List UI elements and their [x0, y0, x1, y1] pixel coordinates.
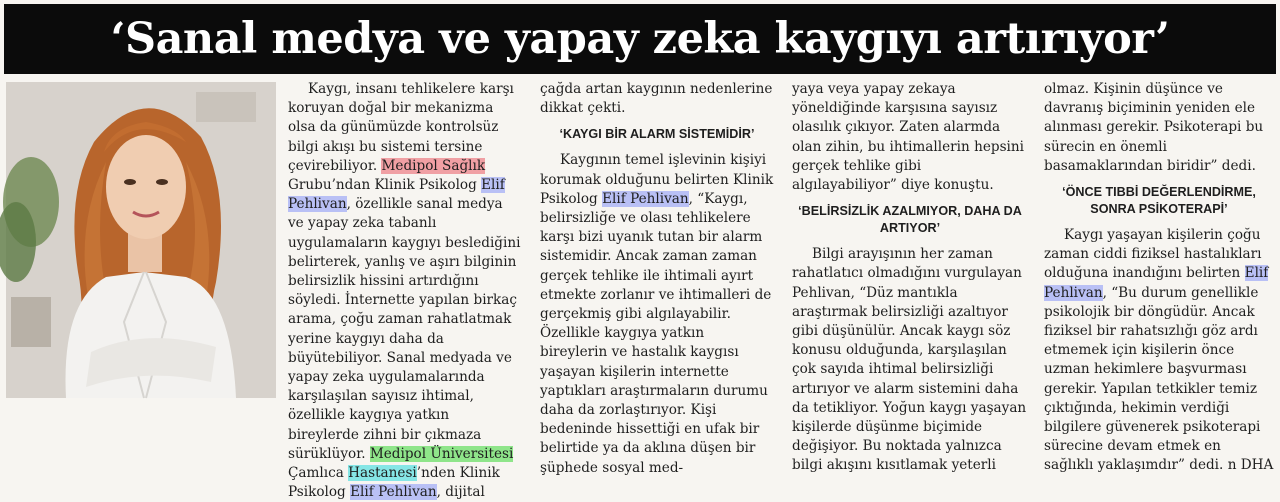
text-run: Grubu’ndan Klinik Psikolog [288, 177, 482, 194]
text-run: , “Kaygı, belirsizliğe ve olası tehlikelere karşı bizi uyanık tutan bir alarm sistemidir. Ancak zaman zaman gerçek tehlike ile ihtimali ayırt etmekte zorlanır ve ihtimalleri de gerçekmiş gibi algılayabilir. Özellikle kaygıya yatkın bireylerin ve hastalık kaygısı yaşayan kişilerin internette yaptıkları araştırmaların durumu daha da zorlaştırıyor. Kişi bedeninde hissettiği en ufak bir belirtide ya da aklına düşen bir şüphede sosyal med- [540, 190, 772, 476]
text-run: Çamlıca [288, 465, 349, 482]
article-column-1 [288, 80, 522, 501]
article-column-4 [1044, 80, 1274, 474]
highlight-elif-pehlivan: Elif Pehlivan [1044, 265, 1269, 301]
article-column-3 [792, 80, 1028, 474]
text-run: , “Bu durum genellikle psikolojik bir döngüdür. Ancak fiziksel bir rahatsızlığı göz ardı etmemek için kişilerin önce uzman hekimlere başvurması gerekir. Yapılan tetkikler temiz çıktığında, hekimin verdiği bilgilere güvenerek psikoterapi sürecine devam etmek en sağlıklı yaklaşımdır” dedi. [1044, 284, 1261, 474]
paragraph: çağda artan kaygının nedenlerine dikkat çekti. [540, 81, 773, 117]
subheading: ‘ÖNCE TIBBİ DEĞERLENDİRME, SONRA PSİKOTERAPİ’ [1062, 185, 1256, 217]
headline-bar [4, 4, 1276, 74]
text-run: ’nden Klinik Psikolog [288, 465, 500, 501]
paragraph [1044, 226, 1274, 476]
text-run: Kaygı, insanı tehlikelere karşı koruyan doğal bir mekanizma olsa da günümüzde kontrolsüz bilgi akışı bu sistemi tersine çevirebiliyor. [288, 81, 514, 174]
paragraph: yaya veya yapay zekaya yöneldiğinde karşısına sayısız olasılık çıkıyor. Zaten alarmda olan zihin, bu ihtimallerin hepsini gerçek tehlike gibi algılayabiliyor” diye konuştu. [792, 81, 1024, 194]
portrait-illustration [6, 82, 276, 398]
highlight-medipol-saglik: Medipol Sağlık [381, 157, 486, 174]
source-credit: n DHA [1227, 457, 1274, 474]
text-run: , özellikle sanal medya ve yapay zeka tabanlı uygulamaların kaygıyı beslediğini belirterek, yanlış ve aşırı bilginin belirsizlik hissini artırdığını söyledi. İnternette yapılan birkaç arama, çoğu zaman rahatlatmak yerine kaygıyı daha da büyütebiliyor. Sanal medyada ve yapay zeka uygulamalarında karşılaşılan sayısız ihtimal, özellikle kaygıya yatkın bireylerde zihni bir çıkmaza sürüklüyor. [288, 196, 521, 462]
highlight-elif-pehlivan: Elif Pehlivan [350, 484, 437, 501]
highlight-elif-pehlivan: Elif Pehlivan [288, 177, 505, 213]
paragraph [540, 151, 774, 477]
paragraph [288, 80, 522, 502]
subheading: ‘KAYGI BİR ALARM SİSTEMİDİR’ [559, 127, 755, 142]
paragraph: Bilgi arayışının her zaman rahatlatıcı olmadığını vurgulayan Pehlivan, “Düz mantıkla araştırmak belirsizliği azaltıyor gibi düşünülür. Ancak kaygı söz konusu olduğunda, karşılaşılan çok sayıda ihtimal belirsizliği artırıyor ve alarm sistemini daha da tetikliyor. Yoğun kaygı yaşayan kişilerde düşünme biçimide değişiyor. Bu noktada yalnızca bilgi akışını kısıtlamak yeterli [792, 246, 1027, 474]
subheading: ‘BELİRSİZLİK AZALMIYOR, DAHA DA ARTIYOR’ [798, 204, 1022, 236]
text-run: Kaygının temel işlevinin kişiyi korumak olduğunu belirten Klinik Psikolog [540, 152, 774, 207]
text-run: , dijital [436, 484, 485, 501]
psychologist-photo [6, 82, 276, 398]
article-column-2 [540, 80, 774, 476]
text-run: Kaygı yaşayan kişilerin çoğu zaman ciddi fiziksel hastalıkları olduğuna inandığını belirten [1044, 227, 1262, 282]
paragraph: olmaz. Kişinin düşünce ve davranış biçiminin yeniden ele alınması gerekir. Psikoterapi bu sürecin en önemli basamaklarından biridir” dedi. [1044, 81, 1264, 174]
headline: ‘Sanal medya ve yapay zeka kaygıyı artırıyor’ [110, 14, 1170, 64]
highlight-hastanesi: Hastanesi [348, 465, 417, 482]
highlight-elif-pehlivan: Elif Pehlivan [602, 190, 689, 207]
highlight-medipol-universitesi: Medipol Üniversitesi [369, 445, 514, 462]
